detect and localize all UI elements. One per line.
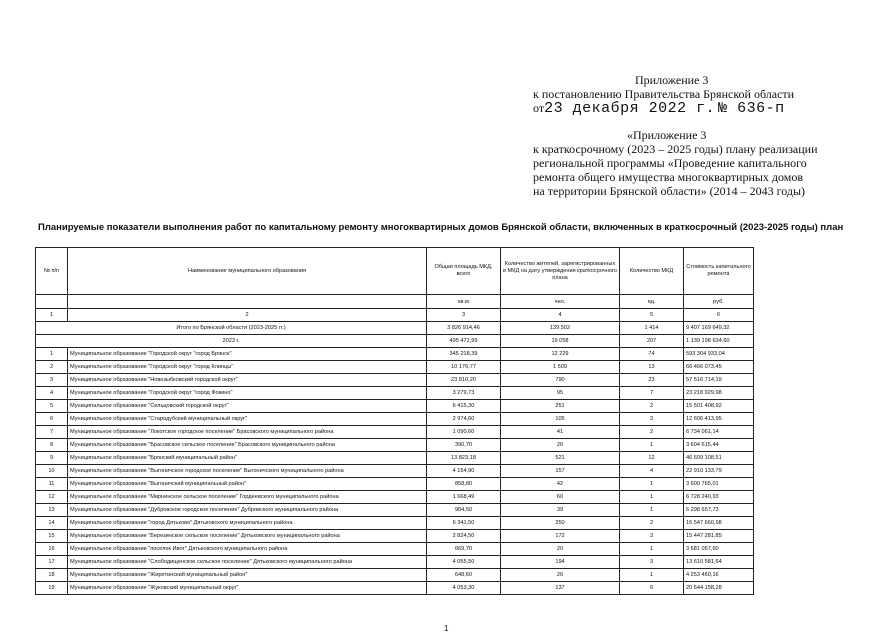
row-cost: 3 681 057,60	[684, 543, 754, 556]
row-cost: 6 728 240,93	[684, 491, 754, 504]
plan-table	[35, 247, 754, 595]
row-area: 3 279,73	[427, 387, 501, 400]
row-residents: 137	[501, 582, 620, 595]
page-number: 1	[444, 624, 449, 633]
appendix-resolution-line: к постановлению Правительства Брянской области	[533, 87, 795, 101]
row-residents: 41	[501, 426, 620, 439]
table-row	[36, 439, 754, 452]
row-mkd: 7	[620, 387, 684, 400]
row-area: 13 823,18	[427, 452, 501, 465]
row-num: 7	[36, 426, 68, 439]
row-num: 5	[36, 400, 68, 413]
row-residents: 250	[501, 517, 620, 530]
row-area: 390,70	[427, 439, 501, 452]
table-units-row	[36, 295, 754, 309]
row-residents: 157	[501, 465, 620, 478]
header-mkd: Количество МКД	[620, 248, 684, 295]
table-row	[36, 361, 754, 374]
row-residents: 39	[501, 504, 620, 517]
row-area: 345 218,39	[427, 348, 501, 361]
row-cost: 13 610 581,64	[684, 556, 754, 569]
header-num: № п/п	[36, 248, 68, 295]
row-mkd: 1	[620, 491, 684, 504]
order-prefix: от	[533, 101, 545, 115]
row-num: 6	[36, 413, 68, 426]
row-residents: 42	[501, 478, 620, 491]
row-area: 4 053,30	[427, 582, 501, 595]
row-municipality: Муниципальное образование "Березинское сельское поселение" Дятьковского муниципального района	[68, 530, 427, 543]
header-name: Наименование муниципального образования	[68, 248, 427, 295]
row-mkd: 6	[620, 582, 684, 595]
colnum: 1	[36, 309, 68, 322]
colnum: 3	[427, 309, 501, 322]
row-municipality: Муниципальное образование "Мирнинское сельское поселение" Гордеевского муниципального района	[68, 491, 427, 504]
table-row	[36, 569, 754, 582]
row-mkd: 2	[620, 426, 684, 439]
table-row	[36, 387, 754, 400]
appendix-quote-line: к краткосрочному (2023 – 2025 годы) плану реализации	[533, 142, 818, 156]
row-mkd: 1	[620, 543, 684, 556]
row-mkd: 2	[620, 517, 684, 530]
table-row	[36, 348, 754, 361]
row-municipality: Муниципальное образование "Жуковский муниципальный округ"	[68, 582, 427, 595]
row-residents: 26	[501, 439, 620, 452]
row-municipality: Муниципальное образование "Новозыбковский городской округ"	[68, 374, 427, 387]
row-num: 13	[36, 504, 68, 517]
appendix-quote	[533, 128, 823, 198]
row-cost: 15 501 408,92	[684, 400, 754, 413]
row-mkd: 74	[620, 348, 684, 361]
total-cost: 1 139 198 634,60	[684, 335, 754, 348]
row-area: 4 055,50	[427, 556, 501, 569]
row-mkd: 4	[620, 465, 684, 478]
table-row	[36, 400, 754, 413]
row-area: 2 974,60	[427, 413, 501, 426]
row-cost: 22 910 133,79	[684, 465, 754, 478]
row-municipality: Муниципальное образование "Брасовское сельское поселение" Брасовского муниципального района	[68, 439, 427, 452]
row-area: 984,50	[427, 504, 501, 517]
row-residents: 26	[501, 569, 620, 582]
table-header-row	[36, 248, 754, 295]
row-num: 12	[36, 491, 68, 504]
table-row	[36, 582, 754, 595]
row-cost: 57 516 714,19	[684, 374, 754, 387]
table-row	[36, 504, 754, 517]
row-residents: 60	[501, 491, 620, 504]
header-cost: Стоимость капитального ремонта	[684, 248, 754, 295]
colnum: 6	[684, 309, 754, 322]
row-municipality: Муниципальное образование "Брянский муниципальный район"	[68, 452, 427, 465]
row-mkd: 3	[620, 556, 684, 569]
table-total-row	[36, 322, 754, 335]
row-municipality: Муниципальное образование "Городской округ "город Брянск"	[68, 348, 427, 361]
total-area: 495 472,99	[427, 335, 501, 348]
total-label: Итого по Брянской области (2023-2025 гг.)	[36, 322, 427, 335]
table-row	[36, 530, 754, 543]
row-num: 9	[36, 452, 68, 465]
row-mkd: 1	[620, 504, 684, 517]
colnum: 4	[501, 309, 620, 322]
row-cost: 6 734 061,14	[684, 426, 754, 439]
row-residents: 95	[501, 387, 620, 400]
colnum: 5	[620, 309, 684, 322]
table-row	[36, 491, 754, 504]
row-num: 18	[36, 569, 68, 582]
row-municipality: Муниципальное образование "Выгоничский муниципальный район"	[68, 478, 427, 491]
appendix-quote-title: «Приложение 3	[627, 128, 707, 142]
row-area: 858,80	[427, 478, 501, 491]
row-municipality: Муниципальное образование "поселок Ивот" Дятьковского муниципального района	[68, 543, 427, 556]
unit-area: кв.м	[427, 295, 501, 309]
row-area: 648,60	[427, 569, 501, 582]
row-cost: 16 547 660,98	[684, 517, 754, 530]
row-cost: 46 609 108,51	[684, 452, 754, 465]
total-area: 3 826 914,46	[427, 322, 501, 335]
row-num: 14	[36, 517, 68, 530]
row-area: 6 415,30	[427, 400, 501, 413]
row-area: 4 154,90	[427, 465, 501, 478]
row-cost: 3 600 765,01	[684, 478, 754, 491]
row-municipality: Муниципальное образование "Локотское городское поселение" Брасовского муниципального района	[68, 426, 427, 439]
appendix-quote-line: региональной программы «Проведение капитального	[533, 156, 807, 170]
row-municipality: Муниципальное образование "город Дятьково" Дятьковского муниципального района	[68, 517, 427, 530]
row-area: 1 090,60	[427, 426, 501, 439]
row-municipality: Муниципальное образование "Дубровское городское поселение" Дубровского муниципального района	[68, 504, 427, 517]
row-cost: 20 644 158,28	[684, 582, 754, 595]
appendix-quote-line: ремонта общего имущества многоквартирных домов	[533, 170, 804, 184]
row-residents: 172	[501, 530, 620, 543]
row-cost: 23 218 929,98	[684, 387, 754, 400]
table-row	[36, 556, 754, 569]
row-municipality: Муниципальное образование "Жирятинский муниципальный район"	[68, 569, 427, 582]
row-area: 23 810,20	[427, 374, 501, 387]
row-area: 2 824,50	[427, 530, 501, 543]
table-row	[36, 478, 754, 491]
total-label: 2023 г.	[36, 335, 427, 348]
header-area: Общая площадь МКД, всего	[427, 248, 501, 295]
row-residents: 12 229	[501, 348, 620, 361]
header-residents: Количество жителей, зарегистрированных в МКД на дату утверждения краткосрочного плана	[501, 248, 620, 295]
appendix-title: Приложение 3	[635, 73, 709, 87]
row-cost: 66 466 073,45	[684, 361, 754, 374]
row-mkd: 3	[620, 530, 684, 543]
row-mkd: 2	[620, 400, 684, 413]
row-num: 11	[36, 478, 68, 491]
table-row	[36, 413, 754, 426]
colnum: 2	[68, 309, 427, 322]
row-municipality: Муниципальное образование "Городской округ "город Фокино"	[68, 387, 427, 400]
total-mkd: 1 414	[620, 322, 684, 335]
table-row	[36, 452, 754, 465]
row-num: 4	[36, 387, 68, 400]
row-municipality: Муниципальное образование "Выгоничское городское поселение" Выгоничского муниципального района	[68, 465, 427, 478]
row-num: 2	[36, 361, 68, 374]
unit-cost: руб.	[684, 295, 754, 309]
row-area: 1 668,49	[427, 491, 501, 504]
total-residents: 139 502	[501, 322, 620, 335]
table-row	[36, 374, 754, 387]
row-num: 17	[36, 556, 68, 569]
table-row	[36, 517, 754, 530]
row-mkd: 1	[620, 569, 684, 582]
row-cost: 3 604 615,44	[684, 439, 754, 452]
row-num: 1	[36, 348, 68, 361]
table-row	[36, 426, 754, 439]
table-row	[36, 543, 754, 556]
order-date: 23 декабря 2022 г.	[544, 100, 716, 117]
total-cost: 9 407 169 649,32	[684, 322, 754, 335]
row-municipality: Муниципальное образование "Стародубский муниципальный округ"	[68, 413, 427, 426]
order-line	[533, 101, 803, 116]
row-residents: 1 509	[501, 361, 620, 374]
row-residents: 521	[501, 452, 620, 465]
total-mkd: 207	[620, 335, 684, 348]
unit-residents: чел.	[501, 295, 620, 309]
row-mkd: 3	[620, 413, 684, 426]
row-cost: 593 304 933,04	[684, 348, 754, 361]
row-cost: 12 606 413,95	[684, 413, 754, 426]
row-area: 669,70	[427, 543, 501, 556]
row-mkd: 1	[620, 439, 684, 452]
row-mkd: 12	[620, 452, 684, 465]
row-residents: 105	[501, 413, 620, 426]
row-num: 19	[36, 582, 68, 595]
appendix-quote-line: на территории Брянской области» (2014 – 2043 годы)	[533, 184, 806, 198]
row-area: 10 176,77	[427, 361, 501, 374]
row-area: 6 341,50	[427, 517, 501, 530]
row-num: 16	[36, 543, 68, 556]
row-municipality: Муниципальное образование "Городской округ "город Клинцы"	[68, 361, 427, 374]
table-row	[36, 465, 754, 478]
row-num: 15	[36, 530, 68, 543]
total-residents: 19 058	[501, 335, 620, 348]
row-residents: 194	[501, 556, 620, 569]
row-residents: 251	[501, 400, 620, 413]
row-num: 8	[36, 439, 68, 452]
row-mkd: 23	[620, 374, 684, 387]
row-municipality: Муниципальное образование "Сельцовский городской округ"	[68, 400, 427, 413]
row-residents: 790	[501, 374, 620, 387]
row-mkd: 13	[620, 361, 684, 374]
row-cost: 6 298 657,73	[684, 504, 754, 517]
row-cost: 15 447 281,85	[684, 530, 754, 543]
order-number: № 636-п	[718, 100, 785, 117]
row-cost: 4 253 460,16	[684, 569, 754, 582]
row-municipality: Муниципальное образование "Слободищенское сельское поселение" Дятьковского муниципального района	[68, 556, 427, 569]
table-total-row	[36, 335, 754, 348]
row-mkd: 1	[620, 478, 684, 491]
table-column-numbers-row	[36, 309, 754, 322]
row-residents: 20	[501, 543, 620, 556]
table-title: Планируемые показатели выполнения работ по капитальному ремонту многоквартирных домов Брянской области, включенных в краткосрочный (2023-2025 годы) план	[38, 222, 844, 233]
row-num: 10	[36, 465, 68, 478]
unit-name	[68, 295, 427, 309]
row-num: 3	[36, 374, 68, 387]
table-body	[36, 322, 754, 595]
unit-num	[36, 295, 68, 309]
appendix-header	[533, 73, 803, 116]
unit-mkd: ед.	[620, 295, 684, 309]
